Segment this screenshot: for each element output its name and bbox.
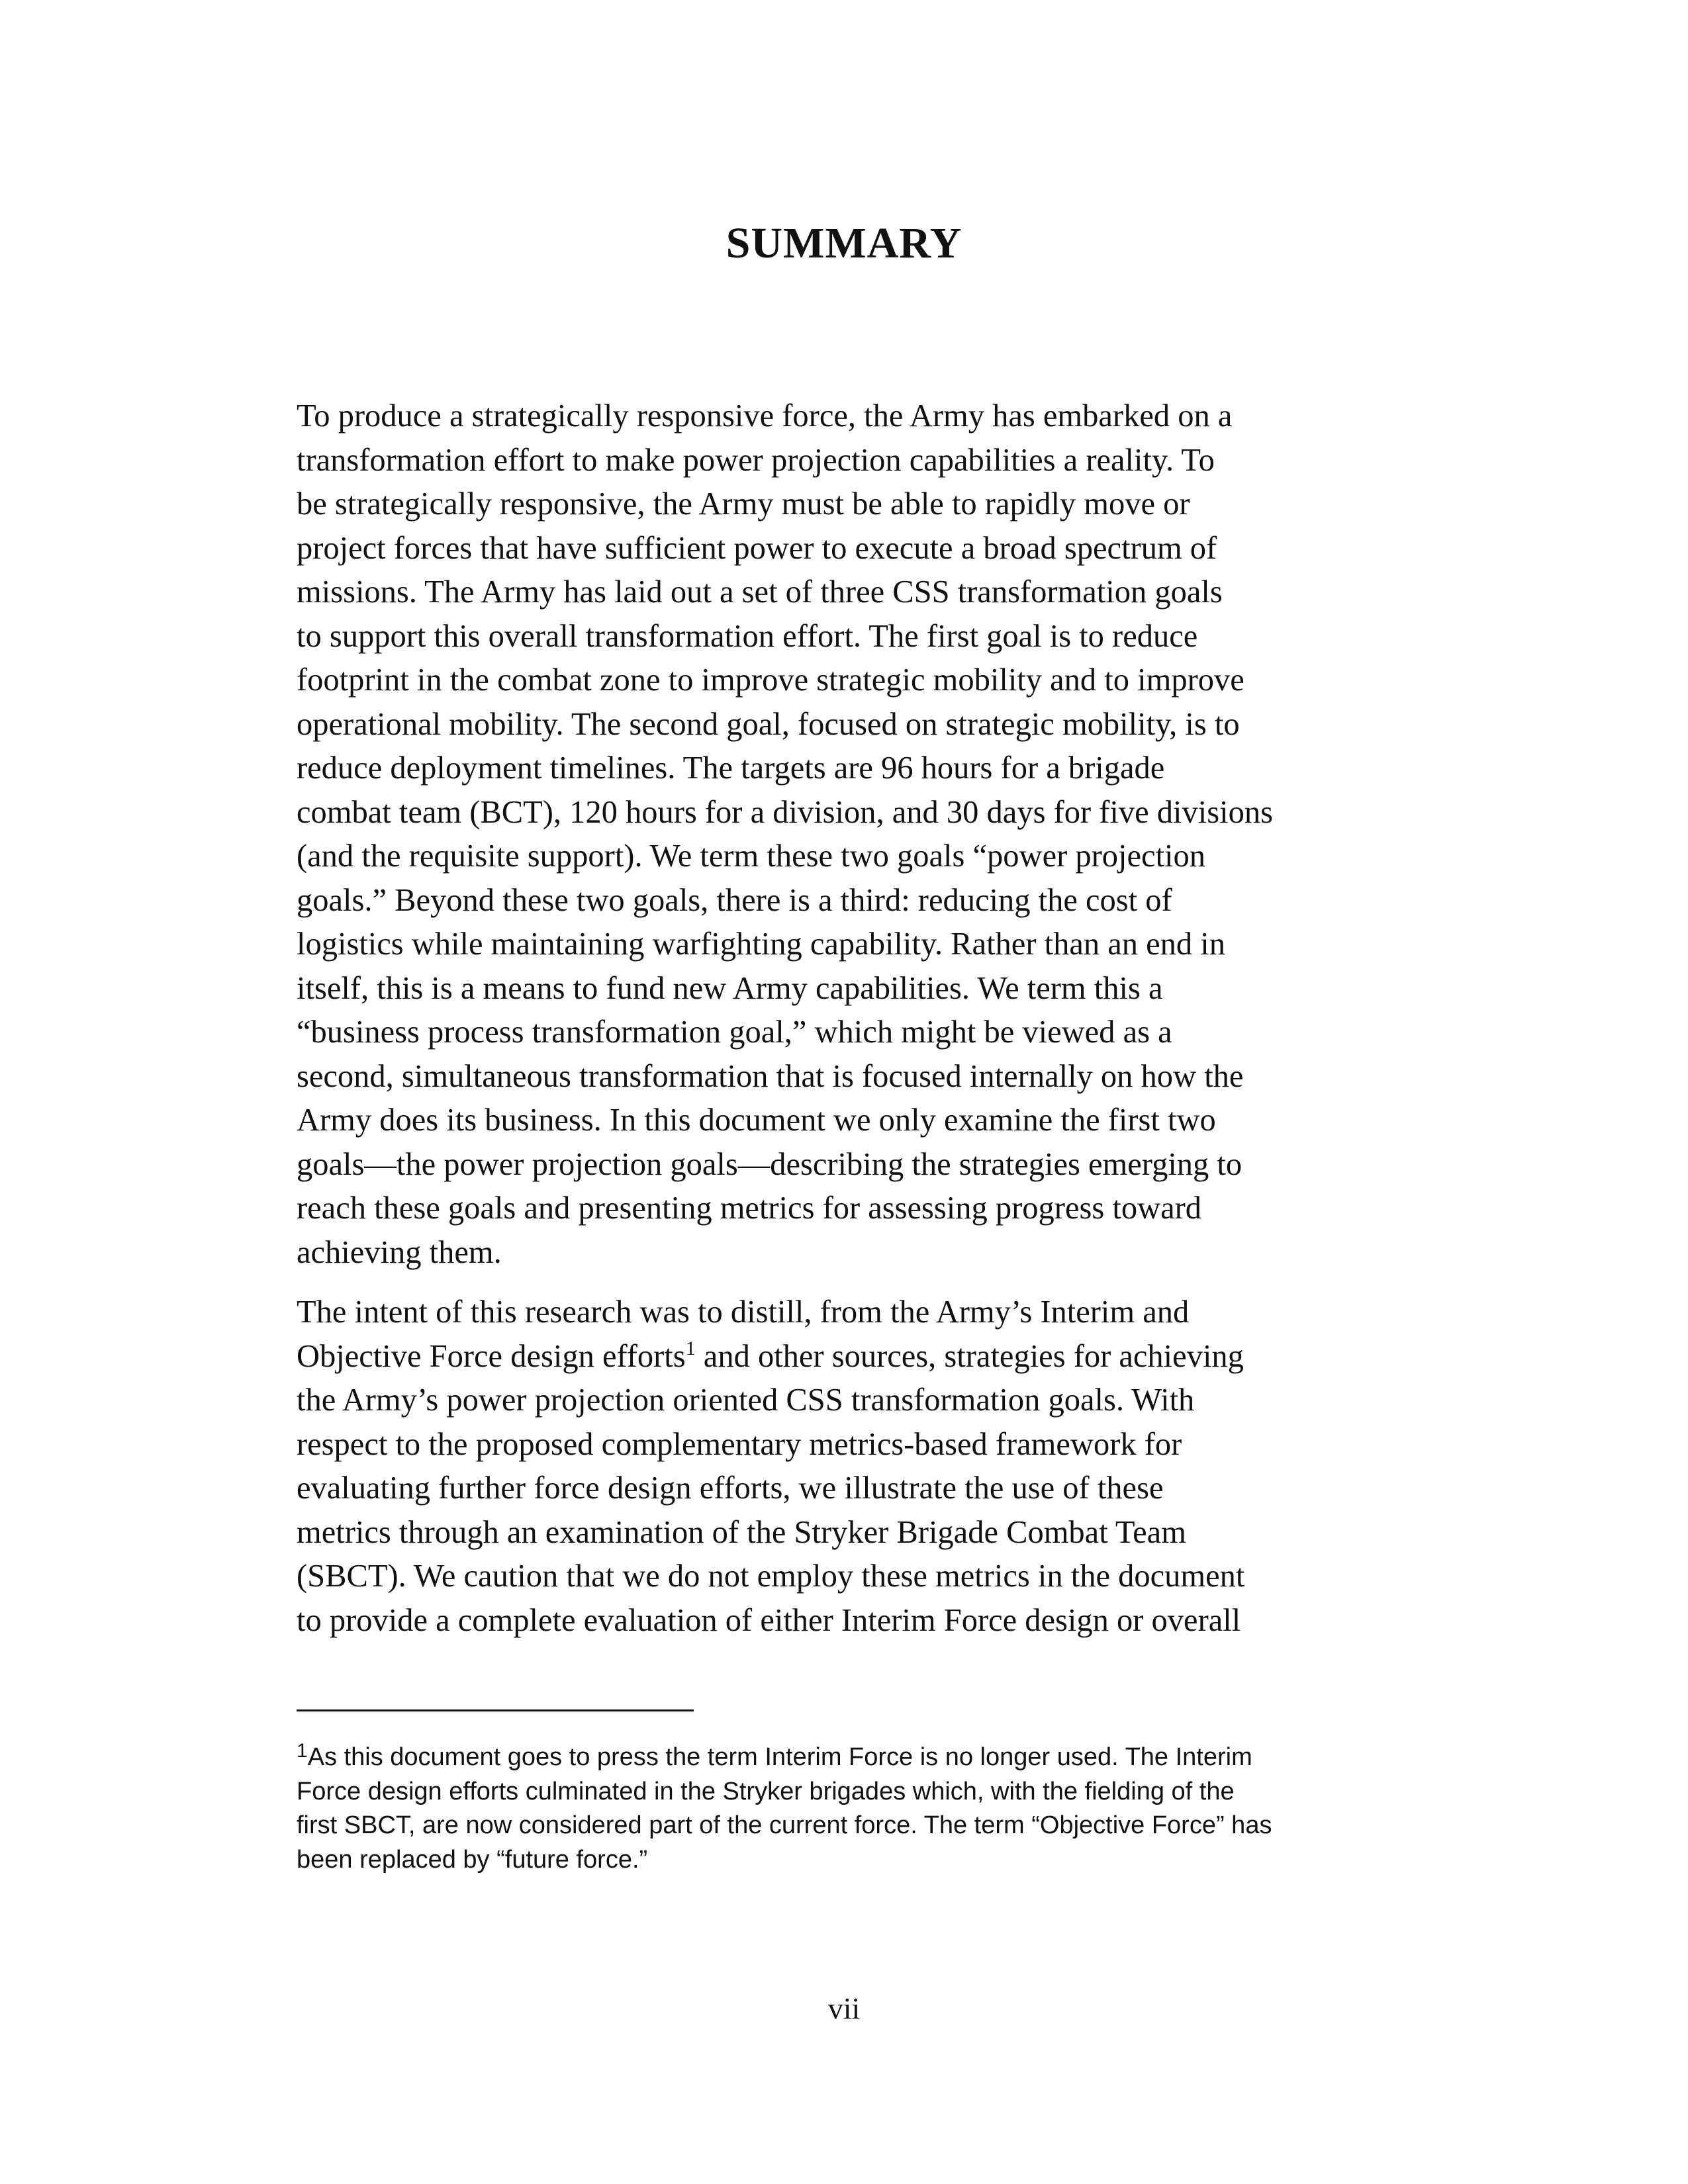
text-line: to provide a complete evaluation of either Interim Force design or overall xyxy=(297,1602,1241,1638)
paragraph-2 xyxy=(297,1291,1395,1643)
text-line: goals.” Beyond these two goals, there is a third: reducing the cost of xyxy=(297,882,1172,918)
text-line: metrics through an examination of the Stryker Brigade Combat Team xyxy=(297,1514,1186,1550)
text-line: missions. The Army has laid out a set of three CSS transformation goals xyxy=(297,574,1223,610)
page-number: vii xyxy=(827,1991,861,2025)
text-line: operational mobility. The second goal, focused on strategic mobility, is to xyxy=(297,706,1240,742)
text-line: The intent of this research was to distill, from the Army’s Interim and xyxy=(297,1295,1190,1330)
text-line: respect to the proposed complementary metrics-based framework for xyxy=(297,1426,1182,1462)
footnote xyxy=(297,1741,1395,1877)
text-segment: As this document goes to press the term Interim Force is no longer used. The Interim xyxy=(307,1743,1252,1771)
text-line: goals—the power projection goals—describing the strategies emerging to xyxy=(297,1146,1243,1182)
text-line: To produce a strategically responsive force, the Army has embarked on a xyxy=(297,398,1233,433)
paragraph-1 xyxy=(297,394,1395,1275)
footnote-line: first SBCT, are now considered part of the current force. The term “Objective Force” has xyxy=(297,1811,1272,1839)
text-line: Army does its business. In this document we only examine the first two xyxy=(297,1103,1216,1138)
text-line: transformation effort to make power projection capabilities a reality. To xyxy=(297,442,1215,478)
text-line: be strategically responsive, the Army must be able to rapidly move or xyxy=(297,486,1190,522)
footnote-divider xyxy=(297,1709,694,1711)
text-line: project forces that have sufficient power to execute a broad spectrum of xyxy=(297,530,1217,566)
body-text xyxy=(297,394,1395,1659)
text-line: footprint in the combat zone to improve strategic mobility and to improve xyxy=(297,662,1244,698)
footnote-line: been replaced by “future force.” xyxy=(297,1845,648,1874)
text-line: achieving them. xyxy=(297,1234,502,1270)
text-line: second, simultaneous transformation that is focused internally on how the xyxy=(297,1058,1244,1094)
text-line: reach these goals and presenting metrics for assessing progress toward xyxy=(297,1191,1202,1226)
text-line xyxy=(297,1335,1395,1379)
footnote-mark: 1 xyxy=(297,1740,308,1762)
footnote-line: Force design efforts culminated in the Stryker brigades which, with the fielding of the xyxy=(297,1777,1235,1805)
text-segment: Objective Force design efforts xyxy=(297,1338,686,1374)
footnote-reference: 1 xyxy=(685,1337,696,1359)
text-line: itself, this is a means to fund new Army capabilities. We term this a xyxy=(297,970,1163,1006)
text-line: (SBCT). We caution that we do not employ these metrics in the document xyxy=(297,1559,1245,1594)
text-line: evaluating further force design efforts, we illustrate the use of these xyxy=(297,1471,1164,1506)
text-line: (and the requisite support). We term these two goals “power projection xyxy=(297,839,1206,874)
text-line: logistics while maintaining warfighting capability. Rather than an end in xyxy=(297,927,1226,962)
text-line: reduce deployment timelines. The targets are 96 hours for a brigade xyxy=(297,751,1165,786)
text-line: the Army’s power projection oriented CSS transformation goals. With xyxy=(297,1383,1195,1418)
text-line: “business process transformation goal,” which might be viewed as a xyxy=(297,1015,1172,1050)
footnote-line xyxy=(297,1741,1395,1775)
text-segment: and other sources, strategies for achieving xyxy=(695,1338,1244,1374)
text-line: combat team (BCT), 120 hours for a division, and 30 days for five divisions xyxy=(297,794,1273,830)
page-title: SUMMARY xyxy=(726,219,962,267)
text-line: to support this overall transformation effort. The first goal is to reduce xyxy=(297,618,1198,654)
